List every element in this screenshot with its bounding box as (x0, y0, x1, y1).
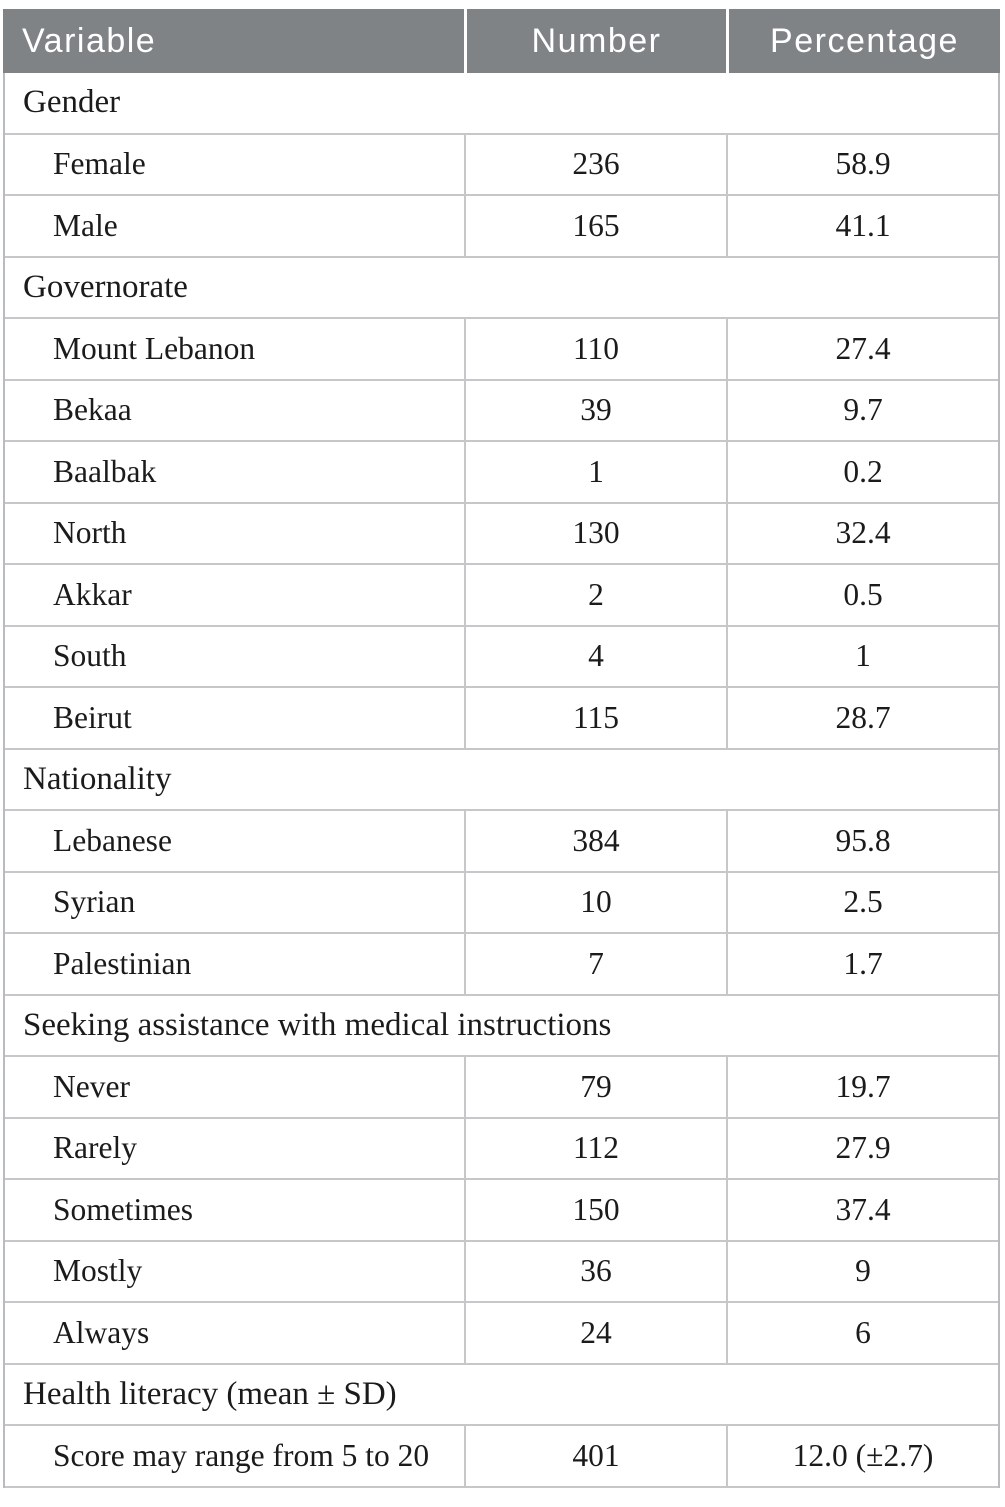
section-row-seeking-assistance (5, 996, 998, 1058)
row-label: Bekaa (53, 392, 132, 428)
row-label: South (53, 638, 127, 674)
row-number: 150 (464, 1180, 726, 1240)
row-percentage: 28.7 (726, 688, 998, 748)
section-label: Gender (23, 84, 121, 121)
row-label: Score may range from 5 to 20 (53, 1437, 430, 1473)
row-label: Mount Lebanon (53, 330, 256, 366)
row-number: 384 (464, 811, 726, 871)
row-label: Palestinian (53, 945, 192, 981)
row-number: 10 (464, 873, 726, 933)
row-label: Always (53, 1314, 150, 1350)
row-label: Rarely (53, 1130, 137, 1166)
section-label: Governorate (23, 268, 188, 305)
table-row-north (5, 504, 998, 566)
row-number: 165 (464, 196, 726, 256)
row-number: 112 (464, 1119, 726, 1179)
table-body (3, 73, 1000, 1488)
section-label: Health literacy (mean ± SD) (23, 1375, 397, 1412)
row-label: North (53, 515, 127, 551)
row-percentage: 58.9 (726, 135, 998, 195)
table-row-health-literacy-score (5, 1426, 998, 1488)
row-label: Beirut (53, 699, 132, 735)
table-row-bekaa (5, 381, 998, 443)
row-label: Lebanese (53, 822, 172, 858)
table-row-baalbak (5, 442, 998, 504)
table-row-female (5, 135, 998, 197)
row-percentage: 19.7 (726, 1057, 998, 1117)
row-percentage: 0.2 (726, 442, 998, 502)
row-label: Syrian (53, 884, 136, 920)
row-percentage: 1.7 (726, 934, 998, 994)
table-row-sometimes (5, 1180, 998, 1242)
column-header-percentage: Percentage (729, 9, 1000, 73)
row-percentage: 6 (726, 1303, 998, 1363)
table-row-always (5, 1303, 998, 1365)
table-row-syrian (5, 873, 998, 935)
section-label: Nationality (23, 760, 172, 797)
section-row-nationality (5, 750, 998, 812)
table-row-palestinian (5, 934, 998, 996)
row-number: 236 (464, 135, 726, 195)
table-row-rarely (5, 1119, 998, 1181)
table-row-male (5, 196, 998, 258)
row-percentage: 37.4 (726, 1180, 998, 1240)
section-row-health-literacy (5, 1365, 998, 1427)
row-percentage: 27.4 (726, 319, 998, 379)
row-label: Female (53, 146, 146, 182)
row-number: 2 (464, 565, 726, 625)
row-percentage: 1 (726, 627, 998, 687)
row-number: 36 (464, 1242, 726, 1302)
section-row-gender (5, 73, 998, 135)
row-percentage: 95.8 (726, 811, 998, 871)
table-row-south (5, 627, 998, 689)
row-number: 110 (464, 319, 726, 379)
row-number: 4 (464, 627, 726, 687)
section-label: Seeking assistance with medical instructions (23, 1006, 612, 1043)
table-row-akkar (5, 565, 998, 627)
row-number: 24 (464, 1303, 726, 1363)
row-percentage: 41.1 (726, 196, 998, 256)
row-number: 401 (464, 1426, 726, 1486)
row-percentage: 2.5 (726, 873, 998, 933)
column-header-number: Number (467, 9, 726, 73)
row-number: 1 (464, 442, 726, 502)
row-number: 115 (464, 688, 726, 748)
row-percentage: 12.0 (±2.7) (726, 1426, 998, 1486)
row-number: 7 (464, 934, 726, 994)
table-row-lebanese (5, 811, 998, 873)
table-row-never (5, 1057, 998, 1119)
table-row-mostly (5, 1242, 998, 1304)
demographics-table (3, 9, 1000, 1488)
row-label: Mostly (53, 1253, 143, 1289)
row-number: 130 (464, 504, 726, 564)
row-number: 39 (464, 381, 726, 441)
column-header-variable: Variable (3, 9, 464, 73)
row-percentage: 32.4 (726, 504, 998, 564)
row-label: Never (53, 1068, 130, 1104)
row-label: Akkar (53, 576, 132, 612)
row-number: 79 (464, 1057, 726, 1117)
row-percentage: 27.9 (726, 1119, 998, 1179)
row-label: Male (53, 207, 118, 243)
row-label: Sometimes (53, 1191, 193, 1227)
row-label: Baalbak (53, 453, 157, 489)
table-header-row (3, 9, 1000, 73)
row-percentage: 9 (726, 1242, 998, 1302)
row-percentage: 0.5 (726, 565, 998, 625)
row-percentage: 9.7 (726, 381, 998, 441)
table-row-beirut (5, 688, 998, 750)
section-row-governorate (5, 258, 998, 320)
table-row-mount-lebanon (5, 319, 998, 381)
